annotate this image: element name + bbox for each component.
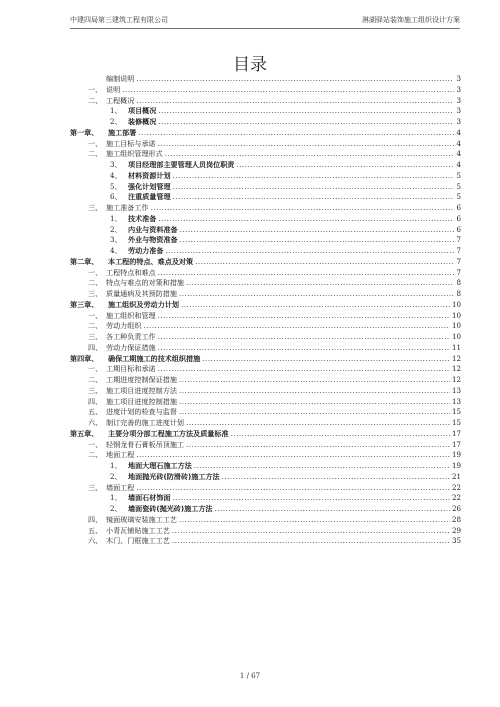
toc-entry-number: 四、	[88, 342, 103, 352]
toc-leader-dots	[158, 364, 450, 375]
toc-entry-number: 五、	[88, 525, 103, 535]
toc-leader-dots	[186, 440, 450, 451]
toc-entry-page-number: 15	[451, 407, 461, 417]
toc-entry-page-number: 3	[456, 106, 461, 116]
toc-entry-page-number: 5	[456, 192, 461, 202]
toc-entry-page-number: 3	[456, 95, 461, 105]
toc-entry-page-number: 7	[456, 246, 461, 255]
toc-entry[interactable]	[70, 483, 461, 494]
toc-entry-number: 1、	[110, 213, 122, 223]
toc-entry[interactable]	[70, 182, 461, 193]
toc-entry-label: 各工种负责工作	[106, 332, 156, 341]
toc-entry-label: 内业与资料准备	[128, 224, 178, 234]
toc-entry-page-number: 11	[451, 342, 461, 352]
toc-entry-page-number: 5	[456, 170, 461, 180]
toc-entry[interactable]	[70, 440, 461, 451]
toc-entry-label: 地面工程	[106, 450, 135, 460]
toc-leader-dots	[195, 257, 454, 268]
toc-leader-dots	[179, 375, 450, 386]
toc-entry-page-number: 12	[451, 353, 461, 363]
toc-entry[interactable]	[70, 225, 461, 236]
toc-entry-page-number: 26	[451, 504, 461, 513]
toc-leader-dots	[186, 418, 450, 429]
toc-leader-dots	[202, 354, 450, 365]
toc-leader-dots	[143, 321, 450, 332]
toc-entry-number: 第四章、	[70, 353, 99, 363]
toc-leader-dots	[158, 214, 454, 225]
toc-entry-page-number: 4	[456, 149, 461, 159]
toc-entry-number: 2、	[110, 471, 122, 481]
toc-leader-dots	[231, 429, 450, 440]
toc-entry[interactable]	[70, 461, 461, 472]
toc-entry-label: 材料资源计划	[128, 170, 171, 180]
toc-leader-dots	[158, 332, 450, 343]
toc-entry-number: 一、	[88, 267, 103, 277]
toc-leader-dots	[179, 515, 450, 526]
toc-leader-dots	[179, 397, 450, 408]
toc-entry-number: 4、	[110, 246, 122, 255]
toc-entry-page-number: 8	[456, 278, 461, 288]
toc-leader-dots	[173, 192, 455, 203]
toc-entry-number: 第一章、	[70, 127, 99, 137]
toc-entry[interactable]	[70, 321, 461, 332]
toc-entry[interactable]	[70, 332, 461, 343]
toc-entry-page-number: 12	[451, 375, 461, 384]
toc-leader-dots	[180, 225, 455, 236]
toc-entry-number: 4、	[110, 170, 122, 180]
toc-entry[interactable]	[70, 106, 461, 117]
toc-entry-number: 二、	[88, 375, 103, 384]
toc-entry-page-number: 4	[456, 127, 461, 137]
toc-entry-number: 一、	[88, 310, 103, 320]
toc-entry-label: 注重质量管理	[128, 192, 171, 202]
toc-leader-dots	[179, 386, 450, 397]
toc-leader-dots	[136, 96, 454, 107]
toc-entry-page-number: 13	[451, 396, 461, 406]
toc-entry-number: 6、	[110, 192, 122, 202]
toc-entry-page-number: 10	[451, 310, 461, 320]
toc-entry[interactable]	[70, 418, 461, 429]
toc-entry-number: 五、	[88, 407, 103, 417]
toc-entry-page-number: 10	[451, 332, 461, 341]
toc-entry-number: 2、	[110, 224, 122, 234]
toc-leader-dots	[215, 504, 450, 515]
page-footer: 1 / 67	[239, 672, 261, 680]
toc-entry-label: 镜面玻璃安装施工工艺	[106, 514, 177, 524]
toc-entry[interactable]	[70, 128, 461, 139]
toc-entry-number: 三、	[88, 332, 103, 341]
toc-entry-page-number: 3	[456, 117, 461, 126]
toc-leader-dots	[136, 450, 450, 461]
toc-entry[interactable]	[70, 472, 461, 483]
toc-entry-number: 二、	[88, 149, 103, 159]
header-company: 中建四局第三建筑工程有限公司	[70, 16, 168, 24]
toc-entry[interactable]	[70, 354, 461, 365]
toc-entry-label: 特点与难点的对策和措施	[106, 278, 185, 288]
toc-entry-label: 技术准备	[128, 213, 157, 223]
toc-entry-label: 劳动力准备	[128, 246, 164, 255]
toc-entry-number: 二、	[88, 321, 103, 331]
toc-entry-label: 轻钢龙骨石膏板吊顶施工	[106, 439, 185, 449]
toc-entry-label: 进度计划的检查与监督	[106, 407, 177, 417]
toc-entry-label: 强化计划管理	[128, 181, 171, 191]
toc-entry-page-number: 4	[456, 138, 461, 148]
toc-entry[interactable]	[70, 375, 461, 386]
toc-entry-number: 5、	[110, 181, 122, 191]
toc-entry-label: 墙面瓷砖(抛光砖)施工方法	[128, 504, 213, 513]
toc-entry[interactable]	[70, 515, 461, 526]
toc-entry[interactable]	[70, 311, 461, 322]
toc-leader-dots	[151, 203, 455, 214]
toc-entry-label: 施工项目进度控制方法	[106, 385, 177, 395]
toc-entry-number: 2、	[110, 117, 122, 126]
toc-leader-dots	[122, 85, 454, 96]
toc-entry-label: 施工项目进度控制措施	[106, 396, 177, 406]
toc-entry-number: 1、	[110, 493, 122, 503]
toc-leader-dots	[158, 311, 450, 322]
toc-entry[interactable]	[70, 246, 461, 257]
toc-entry[interactable]	[70, 96, 461, 107]
toc-entry-page-number: 13	[451, 385, 461, 395]
toc-entry[interactable]	[70, 192, 461, 203]
toc-entry-page-number: 22	[451, 493, 461, 503]
toc-entry-label: 施工组织管理形式	[106, 149, 163, 159]
toc-entry-label: 本工程的特点、难点及对策	[108, 256, 194, 266]
toc-entry-page-number: 4	[456, 160, 461, 169]
page-header	[70, 14, 460, 29]
toc-entry-number: 1、	[110, 106, 122, 116]
toc-entry-number: 三、	[88, 482, 103, 492]
toc-entry[interactable]	[70, 257, 461, 268]
toc-entry-page-number: 6	[456, 203, 461, 212]
toc-entry-number: 1、	[110, 461, 122, 470]
toc-entry-page-number: 6	[456, 224, 461, 234]
toc-leader-dots	[158, 268, 455, 279]
toc-entry-page-number: 5	[456, 181, 461, 191]
toc-entry[interactable]	[70, 386, 461, 397]
toc-entry-number: 六、	[88, 536, 103, 546]
toc-entry-page-number: 17	[451, 428, 461, 438]
toc-leader-dots	[158, 117, 454, 128]
toc-leader-dots	[173, 171, 455, 182]
toc-entry[interactable]	[70, 74, 461, 85]
toc-entry-number: 2、	[110, 504, 122, 513]
toc-entry-page-number: 19	[451, 450, 461, 460]
toc-entry-number: 四、	[88, 514, 103, 524]
toc-entry[interactable]	[70, 203, 461, 214]
toc-leader-dots	[165, 149, 455, 160]
toc-entry-label: 质量通病及其预防措施	[106, 289, 177, 298]
toc-entry-label: 项目概况	[128, 106, 157, 116]
toc-entry-page-number: 10	[451, 299, 461, 309]
toc-leader-dots	[236, 160, 454, 171]
toc-entry-label: 木门、门框施工工艺	[106, 536, 170, 546]
toc-entry-number: 3、	[110, 160, 122, 169]
toc-entry-label: 墙面石材饰面	[128, 493, 171, 503]
toc-entry-number: 一、	[88, 138, 103, 148]
toc-entry-label: 装修概况	[128, 117, 157, 126]
toc-entry-page-number: 7	[456, 235, 461, 245]
toc-entry-label: 确保工期施工的技术组织措施	[108, 353, 201, 363]
toc-leader-dots	[136, 483, 450, 494]
toc-entry-label: 施工目标与承诺	[106, 138, 156, 148]
toc-entry-label: 施工组织及劳动力计划	[108, 299, 179, 309]
toc-leader-dots	[180, 235, 455, 246]
toc-leader-dots	[138, 128, 454, 139]
toc-entry[interactable]	[70, 450, 461, 461]
toc-leader-dots	[158, 139, 455, 150]
toc-entry-label: 项目经理部主要管理人员岗位职责	[128, 160, 235, 169]
toc-entry[interactable]	[70, 149, 461, 160]
toc-entry-label: 外业与物资准备	[128, 235, 178, 245]
toc-entry-label: 主要分项分部工程施工方法及质量标准	[108, 428, 229, 438]
toc-leader-dots	[179, 289, 455, 300]
toc-entry-label: 编制说明	[106, 74, 135, 83]
toc-entry[interactable]	[70, 536, 461, 547]
toc-entry[interactable]	[70, 504, 461, 515]
toc-entry[interactable]	[70, 364, 461, 375]
toc-entry-label: 说明	[106, 84, 121, 94]
toc-leader-dots	[172, 536, 450, 547]
toc-leader-dots	[172, 526, 450, 537]
toc-entry-number: 第五章、	[70, 428, 99, 438]
toc-entry-label: 工期进度控制保证措施	[106, 375, 177, 384]
toc-entry-label: 小青瓦铺贴施工工艺	[106, 525, 170, 535]
toc-entry[interactable]	[70, 429, 461, 440]
toc-entry[interactable]	[70, 407, 461, 418]
toc-entry[interactable]	[70, 214, 461, 225]
toc-leader-dots	[136, 74, 454, 85]
toc-entry-page-number: 22	[451, 482, 461, 492]
toc-leader-dots	[173, 493, 450, 504]
toc-entry-label: 施工部署	[108, 127, 137, 137]
toc-entry-page-number: 35	[451, 536, 461, 546]
toc-entry-number: 第三章、	[70, 299, 99, 309]
toc-entry-number: 一、	[88, 364, 103, 374]
toc-entry-label: 工期目标和承诺	[106, 364, 156, 374]
toc-entry[interactable]	[70, 235, 461, 246]
toc-entry-page-number: 15	[451, 418, 461, 427]
toc-entry[interactable]	[70, 278, 461, 289]
toc-entry[interactable]	[70, 526, 461, 537]
toc-entry-number: 六、	[88, 418, 103, 427]
toc-leader-dots	[194, 461, 450, 472]
toc-leader-dots	[158, 343, 450, 354]
toc-entry-number: 一、	[88, 84, 103, 94]
toc-entry-page-number: 19	[451, 461, 461, 470]
toc-leader-dots	[165, 246, 454, 257]
toc-title: 目录	[233, 55, 267, 75]
toc-entry-label: 工程概况	[106, 95, 135, 105]
toc-entry-number: 二、	[88, 450, 103, 460]
toc-leader-dots	[186, 278, 454, 289]
toc-entry-label: 施工组织和管理	[106, 310, 156, 320]
toc-entry[interactable]	[70, 397, 461, 408]
toc-entry[interactable]	[70, 117, 461, 128]
toc-leader-dots	[173, 182, 455, 193]
toc-entry-page-number: 10	[451, 321, 461, 331]
toc-entry[interactable]	[70, 343, 461, 354]
toc-leader-dots	[158, 106, 454, 117]
toc-entry-label: 劳动力保证措施	[106, 342, 156, 352]
toc-entry-number: 三、	[88, 203, 103, 212]
toc-entry-number: 3、	[110, 235, 122, 245]
toc-entry-page-number: 3	[456, 74, 461, 83]
toc-entry-label: 施工准备工作	[106, 203, 149, 212]
toc-entry-label: 地面抛光砖(防滑砖)施工方法	[128, 471, 220, 481]
toc-entry-label: 制订完善的施工进度计划	[106, 418, 185, 427]
toc-entry-page-number: 17	[451, 439, 461, 449]
toc-entry-label: 地面大理石施工方法	[128, 461, 192, 470]
toc-entry[interactable]	[70, 493, 461, 504]
toc-leader-dots	[222, 472, 450, 483]
toc-entry[interactable]	[70, 289, 461, 300]
toc-entry-label: 劳动力组织	[106, 321, 142, 331]
toc-entry-number: 二、	[88, 278, 103, 288]
toc-entry[interactable]	[70, 268, 461, 279]
toc-leader-dots	[181, 300, 450, 311]
toc-entry-label: 墙面工程	[106, 482, 135, 492]
toc-entry[interactable]	[70, 85, 461, 96]
toc-leader-dots	[179, 407, 450, 418]
toc-entry-page-number: 7	[456, 256, 461, 266]
toc-entry[interactable]	[70, 139, 461, 150]
toc-entry-page-number: 28	[451, 514, 461, 524]
toc-entry-number: 一、	[88, 439, 103, 449]
toc-entry-number: 第二章、	[70, 256, 99, 266]
toc-entry-page-number: 6	[456, 213, 461, 223]
toc-entry-page-number: 12	[451, 364, 461, 374]
toc-entry-page-number: 8	[456, 289, 461, 298]
toc-entry[interactable]	[70, 300, 461, 311]
header-document-title: 淋湖驿站装饰施工组织设计方案	[362, 16, 460, 24]
toc-entry-number: 二、	[88, 95, 103, 105]
toc-entry-page-number: 21	[451, 471, 461, 481]
toc-entry-number: 四、	[88, 396, 103, 406]
table-of-contents	[70, 74, 461, 547]
toc-entry-label: 工程特点和难点	[106, 267, 156, 277]
toc-entry-number: 三、	[88, 289, 103, 298]
toc-entry-page-number: 29	[451, 525, 461, 535]
toc-entry-page-number: 7	[456, 267, 461, 277]
toc-entry-number: 三、	[88, 385, 103, 395]
toc-entry-page-number: 3	[456, 84, 461, 94]
toc-entry[interactable]	[70, 171, 461, 182]
toc-entry[interactable]	[70, 160, 461, 171]
